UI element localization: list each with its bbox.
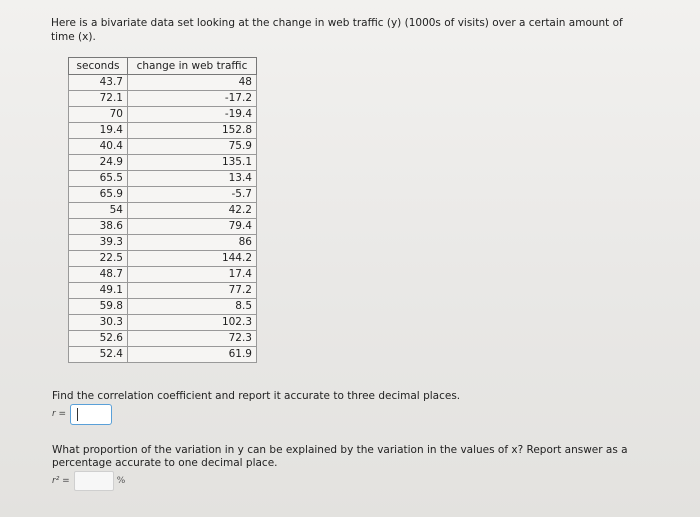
change-cell: 42.2 (128, 203, 257, 219)
seconds-cell: 54 (69, 203, 128, 219)
change-cell: 144.2 (128, 251, 257, 267)
seconds-cell: 24.9 (69, 155, 128, 171)
table-row (69, 123, 257, 139)
problem-intro: Here is a bivariate data set looking at the change in web traffic (y) (1000s of visits) over a certain amount of time (x). (51, 17, 623, 43)
change-cell: 86 (128, 235, 257, 251)
table-row (69, 299, 257, 315)
seconds-cell: 70 (69, 107, 128, 123)
seconds-cell: 52.4 (69, 347, 128, 363)
table-row (69, 315, 257, 331)
r-squared-label: r² = (52, 476, 70, 486)
table-row (69, 347, 257, 363)
table-row (69, 107, 257, 123)
table-row (69, 283, 257, 299)
percent-unit: % (116, 476, 126, 486)
seconds-cell: 38.6 (69, 219, 128, 235)
seconds-cell: 19.4 (69, 123, 128, 139)
change-cell: -17.2 (128, 91, 257, 107)
table-row (69, 219, 257, 235)
change-cell: 77.2 (128, 283, 257, 299)
question-correlation: Find the correlation coefficient and report it accurate to three decimal places. (52, 390, 461, 402)
change-cell: 75.9 (128, 139, 257, 155)
table-row (69, 331, 257, 347)
change-cell: 8.5 (128, 299, 257, 315)
seconds-cell: 40.4 (69, 139, 128, 155)
change-cell: 48 (128, 75, 257, 91)
proportion-answer-row (52, 470, 125, 492)
question-proportion: What proportion of the variation in y can be explained by the variation in the values of x? Report answer as a percentage accurate to one decimal place. (52, 444, 628, 469)
seconds-cell: 59.8 (69, 299, 128, 315)
table-row (69, 235, 257, 251)
table-row (69, 139, 257, 155)
seconds-cell: 65.5 (69, 171, 128, 187)
table-row (69, 251, 257, 267)
change-cell: 61.9 (128, 347, 257, 363)
table-row (69, 75, 257, 91)
table-row (69, 91, 257, 107)
change-cell: 13.4 (128, 171, 257, 187)
change-cell: -19.4 (128, 107, 257, 123)
text-caret (77, 408, 78, 421)
change-cell: -5.7 (128, 187, 257, 203)
seconds-cell: 30.3 (69, 315, 128, 331)
seconds-cell: 52.6 (69, 331, 128, 347)
change-cell: 79.4 (128, 219, 257, 235)
table-row (69, 155, 257, 171)
correlation-answer-row (52, 403, 112, 425)
correlation-input[interactable] (70, 404, 112, 425)
change-cell: 135.1 (128, 155, 257, 171)
table-body (69, 75, 257, 363)
seconds-cell: 48.7 (69, 267, 128, 283)
header-seconds: seconds (69, 58, 128, 75)
data-table (68, 57, 257, 363)
change-cell: 152.8 (128, 123, 257, 139)
seconds-cell: 22.5 (69, 251, 128, 267)
r-label: r = (52, 409, 67, 419)
table-header-row (69, 58, 257, 75)
table-row (69, 171, 257, 187)
seconds-cell: 72.1 (69, 91, 128, 107)
seconds-cell: 43.7 (69, 75, 128, 91)
table-row (69, 203, 257, 219)
table-row (69, 267, 257, 283)
change-cell: 17.4 (128, 267, 257, 283)
seconds-cell: 39.3 (69, 235, 128, 251)
change-cell: 102.3 (128, 315, 257, 331)
header-change-in-web-traffic: change in web traffic (128, 58, 257, 75)
seconds-cell: 65.9 (69, 187, 128, 203)
change-cell: 72.3 (128, 331, 257, 347)
seconds-cell: 49.1 (69, 283, 128, 299)
proportion-input[interactable] (74, 471, 114, 491)
table-row (69, 187, 257, 203)
